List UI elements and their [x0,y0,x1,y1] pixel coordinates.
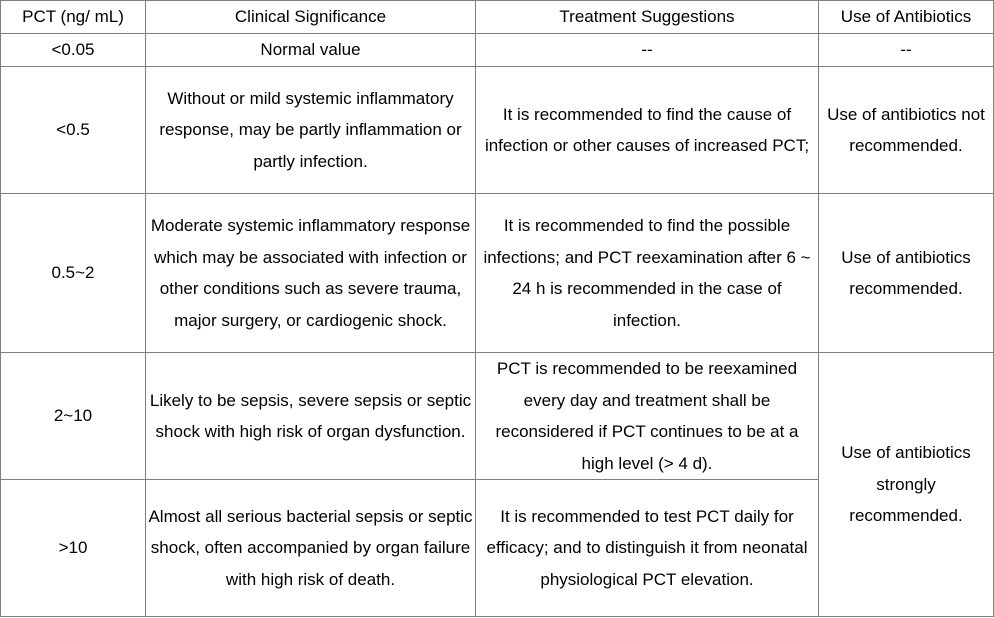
antibiotics-cell: Use of antibiotics strongly recommended. [819,353,994,617]
pct-cell: 2~10 [1,353,146,480]
table-row [1,194,994,353]
table-row [1,353,994,480]
header-row [1,1,994,34]
treatment-cell: It is recommended to find the cause of infection or other causes of increased PCT; [476,67,819,194]
treatment-cell: PCT is recommended to be reexamined every day and treatment shall be reconsidered if PCT continues to be at a high level (> 4 d). [476,353,819,480]
treatment-cell: It is recommended to test PCT daily for efficacy; and to distinguish it from neonatal physiological PCT elevation. [476,480,819,617]
table-row [1,67,994,194]
antibiotics-cell: Use of antibiotics recommended. [819,194,994,353]
pct-cell: <0.05 [1,34,146,67]
pct-cell: <0.5 [1,67,146,194]
antibiotics-cell: Use of antibiotics not recommended. [819,67,994,194]
significance-cell: Likely to be sepsis, severe sepsis or septic shock with high risk of organ dysfunction. [146,353,476,480]
significance-cell: Normal value [146,34,476,67]
header-use-of-antibiotics: Use of Antibiotics [819,1,994,34]
treatment-cell: -- [476,34,819,67]
significance-cell: Without or mild systemic inflammatory response, may be partly inflammation or partly infection. [146,67,476,194]
header-treatment-suggestions: Treatment Suggestions [476,1,819,34]
header-pct: PCT (ng/ mL) [1,1,146,34]
table-row [1,34,994,67]
treatment-cell: It is recommended to find the possible infections; and PCT reexamination after 6 ~ 24 h is recommended in the case of infection. [476,194,819,353]
header-clinical-significance: Clinical Significance [146,1,476,34]
significance-cell: Almost all serious bacterial sepsis or septic shock, often accompanied by organ failure with high risk of death. [146,480,476,617]
pct-cell: >10 [1,480,146,617]
pct-cell: 0.5~2 [1,194,146,353]
significance-cell: Moderate systemic inflammatory response which may be associated with infection or other conditions such as severe trauma, major surgery, or cardiogenic shock. [146,194,476,353]
antibiotics-cell: -- [819,34,994,67]
